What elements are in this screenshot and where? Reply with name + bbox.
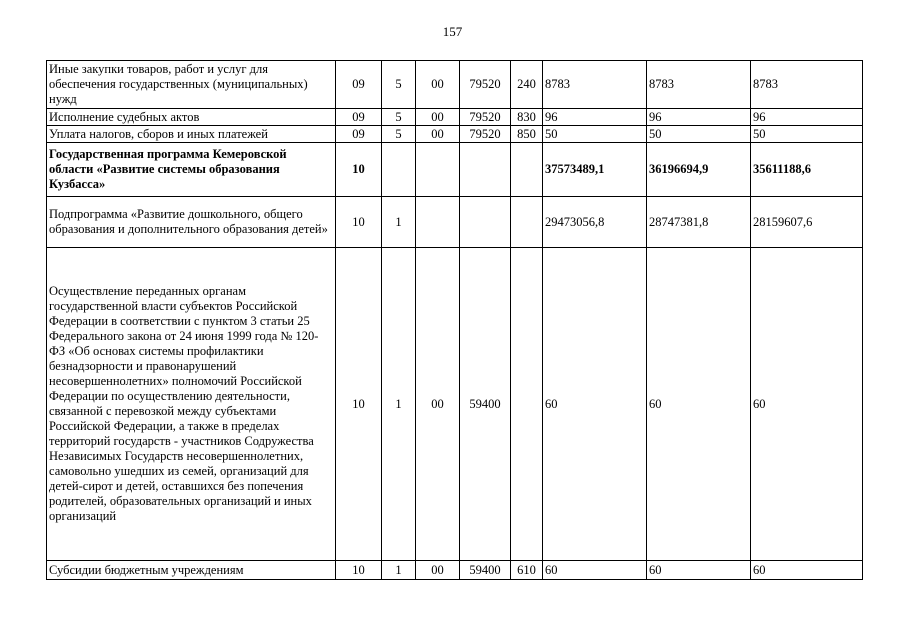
amount-year-3: 8783 xyxy=(751,61,863,109)
subsection-code: 1 xyxy=(382,248,416,561)
amount-year-2: 96 xyxy=(647,109,751,126)
amount-year-2: 50 xyxy=(647,126,751,143)
row-name: Подпрограмма «Развитие дошкольного, общего образования и дополнительного образования детей» xyxy=(47,197,336,248)
program-code: 00 xyxy=(416,248,460,561)
expense-type-code xyxy=(511,248,543,561)
expense-type-code: 240 xyxy=(511,61,543,109)
row-name: Исполнение судебных актов xyxy=(47,109,336,126)
amount-year-3: 60 xyxy=(751,248,863,561)
expense-type-code xyxy=(511,197,543,248)
amount-year-1: 96 xyxy=(543,109,647,126)
expense-type-code: 610 xyxy=(511,561,543,580)
expense-type-code xyxy=(511,143,543,197)
section-code: 10 xyxy=(336,143,382,197)
section-code: 10 xyxy=(336,561,382,580)
direction-code: 59400 xyxy=(460,561,511,580)
amount-year-1: 29473056,8 xyxy=(543,197,647,248)
row-name: Субсидии бюджетным учреждениям xyxy=(47,561,336,580)
amount-year-2: 60 xyxy=(647,248,751,561)
amount-year-3: 28159607,6 xyxy=(751,197,863,248)
direction-code: 59400 xyxy=(460,248,511,561)
table-row xyxy=(47,126,863,143)
subsection-code: 5 xyxy=(382,126,416,143)
program-code: 00 xyxy=(416,109,460,126)
subsection-code xyxy=(382,143,416,197)
subsection-code: 5 xyxy=(382,61,416,109)
program-code: 00 xyxy=(416,61,460,109)
row-name: Иные закупки товаров, работ и услуг для обеспечения государственных (муниципальных) нужд xyxy=(47,61,336,109)
amount-year-1: 60 xyxy=(543,248,647,561)
program-code xyxy=(416,143,460,197)
section-code: 10 xyxy=(336,248,382,561)
direction-code: 79520 xyxy=(460,109,511,126)
budget-table xyxy=(46,60,863,580)
program-code: 00 xyxy=(416,561,460,580)
subsection-code: 1 xyxy=(382,197,416,248)
amount-year-1: 8783 xyxy=(543,61,647,109)
expense-type-code: 850 xyxy=(511,126,543,143)
table-row xyxy=(47,61,863,109)
row-name: Государственная программа Кемеровской области «Развитие системы образования Кузбасса» xyxy=(47,143,336,197)
amount-year-1: 37573489,1 xyxy=(543,143,647,197)
page-number: 157 xyxy=(442,24,463,39)
table-row xyxy=(47,248,863,561)
subsection-code: 1 xyxy=(382,561,416,580)
direction-code xyxy=(460,143,511,197)
section-code: 09 xyxy=(336,126,382,143)
section-code: 10 xyxy=(336,197,382,248)
table-row xyxy=(47,561,863,580)
program-code: 00 xyxy=(416,126,460,143)
budget-table-body xyxy=(47,61,863,580)
direction-code: 79520 xyxy=(460,61,511,109)
row-name: Осуществление переданных органам государственной власти субъектов Российской Федерации в соответствии с пунктом 3 статьи 25 Федерального закона от 24 июня 1999 года № 120-ФЗ «Об основах системы профилактики безнадзорности и правонарушений несовершеннолетних» полномочий Российской Федерации по осуществлению деятельности, связанной с перевозкой между субъектами Российской Федерации, а также в пределах территорий государств - участников Содружества Независимых Государств несовершеннолетних, самовольно ушедших из семей, организаций для детей-сирот и детей, оставшихся без попечения родителей, образовательных организаций и иных организаций xyxy=(47,248,336,561)
amount-year-2: 36196694,9 xyxy=(647,143,751,197)
amount-year-2: 8783 xyxy=(647,61,751,109)
table-row xyxy=(47,143,863,197)
program-code xyxy=(416,197,460,248)
section-code: 09 xyxy=(336,109,382,126)
section-code: 09 xyxy=(336,61,382,109)
expense-type-code: 830 xyxy=(511,109,543,126)
direction-code: 79520 xyxy=(460,126,511,143)
amount-year-2: 60 xyxy=(647,561,751,580)
direction-code xyxy=(460,197,511,248)
amount-year-3: 50 xyxy=(751,126,863,143)
amount-year-3: 60 xyxy=(751,561,863,580)
table-row xyxy=(47,197,863,248)
amount-year-2: 28747381,8 xyxy=(647,197,751,248)
subsection-code: 5 xyxy=(382,109,416,126)
row-name: Уплата налогов, сборов и иных платежей xyxy=(47,126,336,143)
amount-year-1: 60 xyxy=(543,561,647,580)
amount-year-3: 96 xyxy=(751,109,863,126)
table-row xyxy=(47,109,863,126)
amount-year-3: 35611188,6 xyxy=(751,143,863,197)
amount-year-1: 50 xyxy=(543,126,647,143)
